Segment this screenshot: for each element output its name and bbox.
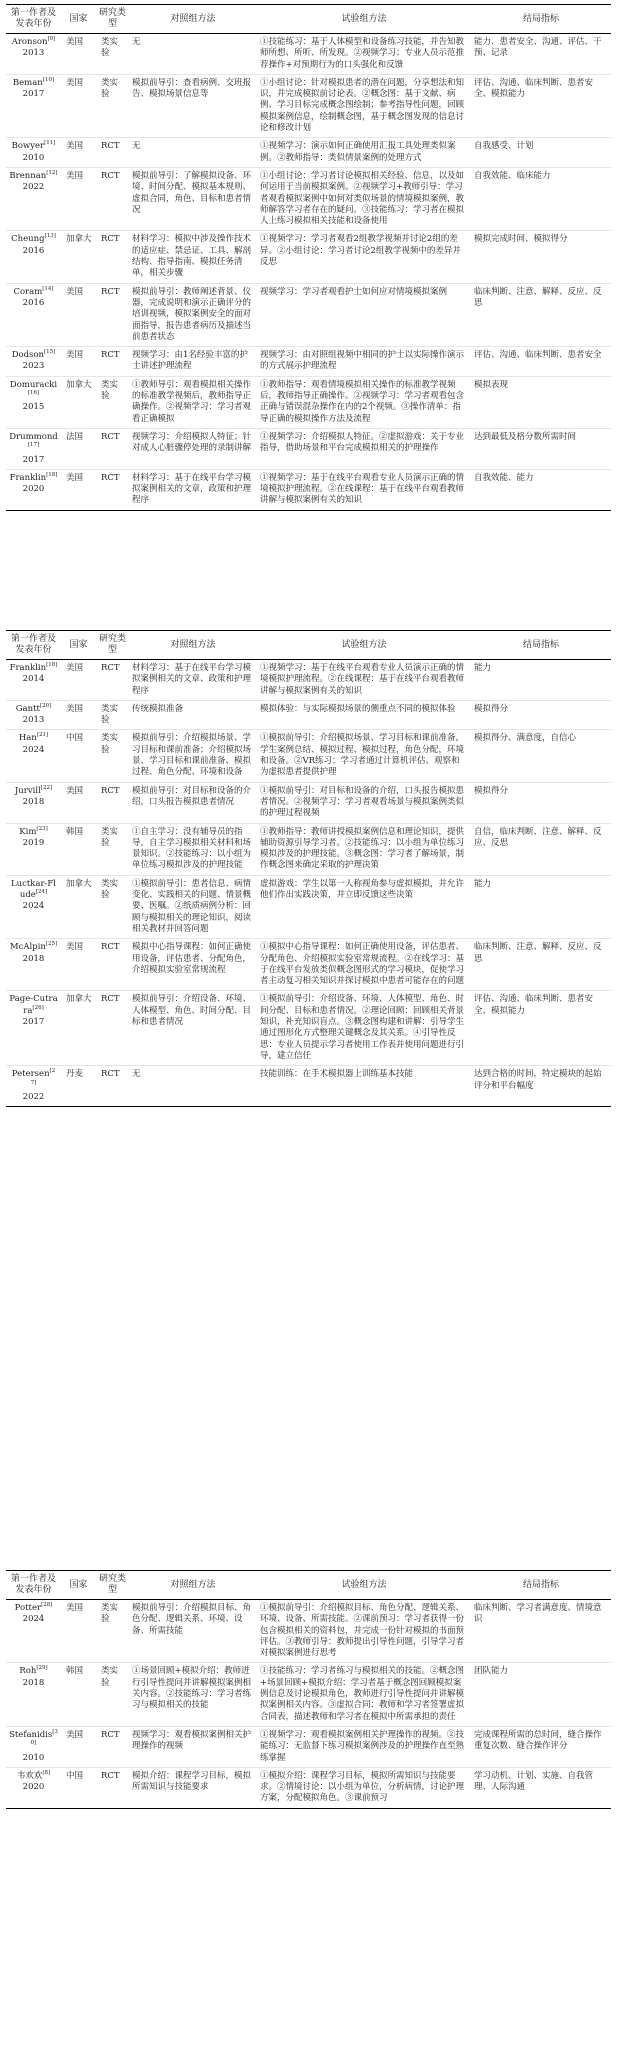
reference-number: [13] — [44, 233, 56, 240]
control-method-cell: ①教师导引：观看模拟相关操作的标准教学视频后，教师指导正确操作。②视频学习：学习者观看正确模拟 — [129, 376, 257, 428]
outcome-cell: 模拟得分 — [471, 782, 611, 823]
author-text: Luctkar-Flude — [10, 878, 57, 901]
publication-year: 2018 — [22, 1677, 45, 1688]
control-method-cell: 模拟前导引：介绍模拟场景、学习目标和课前准备；介绍模拟场景、学习目标和课前准备、模拟过程、角色分配、环境和设备 — [129, 730, 257, 782]
country-cell: 美国 — [61, 1726, 96, 1767]
country-cell: 中国 — [61, 730, 96, 782]
author-text: Gantt — [15, 703, 40, 714]
header-control: 对照组方法 — [129, 5, 257, 34]
header-experimental: 试验组方法 — [257, 5, 471, 34]
publication-year: 2018 — [22, 953, 45, 964]
experimental-method-cell: ①视频学习：基于在线平台观看专业人员演示正确的情境模拟护理流程。②在线课程：基于在线平台观看教师讲解与模拟案例有关的知识 — [257, 660, 471, 701]
author-cell — [6, 700, 61, 730]
author-text: Dodson — [11, 350, 45, 361]
header-row — [6, 1571, 611, 1600]
publication-year: 2020 — [22, 484, 45, 495]
table-row — [6, 823, 611, 875]
country-cell: 美国 — [61, 1600, 96, 1663]
author-cell — [6, 782, 61, 823]
reference-number: [23] — [36, 825, 48, 832]
reference-number: [12] — [46, 170, 58, 177]
country-cell: 韩国 — [61, 1663, 96, 1726]
experimental-method-cell: 虚拟游戏：学生以第一人称视角参与虚拟模拟，并允许他们作出实践决策，并立即反馈这些决策 — [257, 875, 471, 938]
author-text: Han — [18, 733, 37, 744]
control-method-cell: 模拟前导引：对目标和设备的介绍，口头报告模拟患者情况 — [129, 782, 257, 823]
experimental-method-cell: ①小组讨论：针对模拟患者的潜在问题，分享想法和知识，并完成模拟前讨论表。②概念图：基于文献、病例、学习目标完成概念图绘制；参考指导性问题，回顾模拟案例信息，绘制概念图，基于概念图发现的信息讨论和修改计划 — [257, 74, 471, 137]
country-cell: 美国 — [61, 782, 96, 823]
country-cell: 加拿大 — [61, 991, 96, 1066]
author-text: Beman — [12, 77, 43, 88]
study-type-cell: RCT — [96, 167, 129, 230]
author-name — [9, 663, 58, 674]
publication-year: 2019 — [22, 837, 45, 848]
control-method-cell: 无 — [129, 34, 257, 75]
table-row — [6, 875, 611, 938]
table-row — [6, 1663, 611, 1726]
outcome-cell: 自我效能、能力 — [471, 469, 611, 510]
header-country: 国家 — [61, 631, 96, 660]
author-cell — [6, 939, 61, 991]
author-cell — [6, 823, 61, 875]
outcome-cell: 模拟完成时间、模拟得分 — [471, 231, 611, 283]
reference-number: [8] — [42, 1770, 51, 1777]
header-study-type: 研究类型 — [96, 631, 129, 660]
control-method-cell: 模拟前导引：教师阐述背景、仪器，完成说明和演示正确评分的培训视频，模拟案例安全的面对面指导，报告患者病历及描述当前患者状态 — [129, 283, 257, 346]
reference-number: [16] — [27, 390, 40, 397]
outcome-cell: 评估、沟通、临床判断、患者安全 — [471, 347, 611, 377]
table-section-2 — [6, 630, 611, 1107]
author-name — [9, 473, 58, 484]
publication-year: 2016 — [22, 297, 45, 308]
study-table — [6, 630, 611, 1107]
experimental-method-cell: ①模拟中心指导课程：如何正确使用设备，评估患者、分配角色、介绍模拟实验室常规流程。②在线学习：基于在线平台发放类似概念图形式的学习模块，促使学习者主动复习相关知识并探讨模拟中患者可能存在的问题 — [257, 939, 471, 991]
experimental-method-cell: 视频学习：由对照组视频中相同的护士以实际操作演示的方式展示护理流程 — [257, 347, 471, 377]
control-method-cell: 材料学习：基于在线平台学习模拟案例相关的文章，政策和护理程序 — [129, 469, 257, 510]
table-row — [6, 700, 611, 730]
table-row — [6, 782, 611, 823]
experimental-method-cell: ①技能练习：学习者练习与模拟相关的技能。②概念图+场景回顾+模拟介绍：学习者基于概念图回顾模拟案例信息及讨论模拟角色，教师进行引导性提问并讲解模拟案例相关内容。③虚拟合同：教师和学习者签署虚拟合同表，描述教师和学习者在模拟中所需承担的责任 — [257, 1663, 471, 1726]
table-row — [6, 283, 611, 346]
study-type-cell: 类实验 — [96, 34, 129, 75]
publication-year: 2022 — [22, 1091, 45, 1102]
reference-number: [21] — [36, 732, 49, 739]
author-name — [9, 786, 58, 797]
outcome-cell: 达到合格的时间，特定模块的起始评分和平台幅度 — [471, 1066, 611, 1107]
publication-year: 2010 — [22, 152, 45, 163]
author-cell — [6, 376, 61, 428]
experimental-method-cell: ①小组讨论：学习者讨论模拟相关经验、信息，以及如何运用于当前模拟案例。②视频学习+教师引导：学习者观看模拟案例中如何对类似场景的情境模拟案例，教师解答学习者存在的疑问。③技能练习：学习者在模拟人上练习模拟相关技能和设备使用 — [257, 167, 471, 230]
author-cell — [6, 428, 61, 469]
table-row — [6, 730, 611, 782]
author-text: Brennan — [9, 170, 47, 181]
table-row — [6, 1767, 611, 1808]
control-method-cell: 无 — [129, 138, 257, 168]
study-type-cell: 类实验 — [96, 823, 129, 875]
author-cell — [6, 34, 61, 75]
author-text: Jurvill — [14, 785, 41, 796]
table-row — [6, 1066, 611, 1107]
author-name — [9, 141, 58, 152]
author-name — [9, 704, 58, 715]
author-cell — [6, 1600, 61, 1663]
author-cell — [6, 283, 61, 346]
header-outcome: 结局指标 — [471, 5, 611, 34]
author-cell — [6, 231, 61, 283]
author-name — [9, 37, 58, 48]
author-text: Page-Cutrara — [9, 994, 58, 1016]
reference-number: [24] — [35, 889, 48, 896]
author-cell — [6, 347, 61, 377]
country-cell: 加拿大 — [61, 231, 96, 283]
author-text: Potter — [14, 1603, 42, 1613]
study-type-cell: RCT — [96, 1767, 129, 1808]
experimental-method-cell: ①教师指导：教师讲授模拟案例信息和理论知识，提供辅助资源引导学习者。②技能练习：以小组为单位练习模拟涉及的护理技能。③概念图：学习者了解场景，制作概念图来确定采取的护理决策 — [257, 823, 471, 875]
publication-year: 2015 — [22, 402, 45, 413]
study-type-cell: RCT — [96, 283, 129, 346]
author-name — [9, 942, 58, 953]
country-cell: 美国 — [61, 700, 96, 730]
control-method-cell: 视频学习：观看模拟案例相关护理操作的视频 — [129, 1726, 257, 1767]
experimental-method-cell: ①视频学习：观看模拟案例相关护理操作的视频。②技能练习：无监督下练习模拟案例涉及的护理操作直至熟练掌握 — [257, 1726, 471, 1767]
table-row — [6, 167, 611, 230]
header-country: 国家 — [61, 1571, 96, 1600]
experimental-method-cell: ①教师指导：观看情境模拟相关操作的标准教学视频后，教师指导正确操作。②视频学习：学习者观看包含正确与错误混杂操作在内的2个视频。③操作清单：指导正确的模拟操作方法及流程 — [257, 376, 471, 428]
table-row — [6, 991, 611, 1066]
experimental-method-cell: ①模拟前导引：介绍模拟场景、学习目标和课前准备，学生案例总结、模拟过程、模拟过程，角色分配，环境和设备。②VR练习：学习者通过计算机评估、观察和为虚拟患者提供护理 — [257, 730, 471, 782]
outcome-cell: 模拟表现 — [471, 376, 611, 428]
outcome-cell: 临床判断、注意、解释、反应、反思 — [471, 283, 611, 346]
reference-number: [15] — [44, 349, 56, 356]
reference-number: [28] — [41, 1602, 53, 1609]
table-row — [6, 1726, 611, 1767]
publication-year: 2018 — [22, 796, 45, 807]
country-cell: 法国 — [61, 428, 96, 469]
author-cell — [6, 74, 61, 137]
author-text: Stefanidis — [9, 1729, 53, 1740]
outcome-cell: 临床判断、学习者满意度、情境意识 — [471, 1600, 611, 1663]
author-text: 韦欢欢 — [16, 1770, 43, 1781]
publication-year: 2014 — [22, 674, 45, 685]
study-table — [6, 4, 611, 511]
reference-number: [18] — [46, 471, 58, 478]
outcome-cell: 模拟得分、满意度，自信心 — [471, 730, 611, 782]
header-control: 对照组方法 — [129, 631, 257, 660]
author-name — [9, 380, 58, 403]
country-cell: 加拿大 — [61, 376, 96, 428]
control-method-cell: ①模拟前导引：患者信息、病情变化、实践相关的问题、情景概要、医嘱。②纸质病例分析：回顾与模拟相关的理论知识，阅读相关教材并回答问题 — [129, 875, 257, 938]
header-row — [6, 631, 611, 660]
reference-number: [10] — [42, 77, 55, 84]
outcome-cell: 达到最低及格分数所需时间 — [471, 428, 611, 469]
author-cell — [6, 660, 61, 701]
table-row — [6, 347, 611, 377]
table-section-3 — [6, 1570, 611, 1809]
control-method-cell: 无 — [129, 1066, 257, 1107]
control-method-cell: 传统模拟准备 — [129, 700, 257, 730]
publication-year: 2023 — [22, 361, 45, 372]
header-outcome: 结局指标 — [471, 1571, 611, 1600]
country-cell: 美国 — [61, 74, 96, 137]
study-type-cell: 类实验 — [96, 376, 129, 428]
country-cell: 美国 — [61, 660, 96, 701]
reference-number: [25] — [45, 941, 58, 948]
author-name — [9, 879, 58, 902]
reference-number: [14] — [42, 285, 54, 292]
header-study-type: 研究类型 — [96, 1571, 129, 1600]
header-author-year: 第一作者及发表年份 — [6, 631, 61, 660]
study-type-cell: 类实验 — [96, 700, 129, 730]
reference-number: [18] — [46, 662, 58, 669]
outcome-cell: 完成课程所需的总时间，缝合操作重复次数、缝合操作评分 — [471, 1726, 611, 1767]
outcome-cell: 自我感受、计划 — [471, 138, 611, 168]
study-type-cell: RCT — [96, 660, 129, 701]
publication-year: 2024 — [22, 1614, 45, 1625]
study-type-cell: RCT — [96, 428, 129, 469]
outcome-cell: 能力 — [471, 875, 611, 938]
table-row — [6, 428, 611, 469]
header-experimental: 试验组方法 — [257, 1571, 471, 1600]
author-name — [9, 733, 58, 744]
author-name — [9, 171, 58, 182]
reference-number: [26] — [32, 1004, 44, 1011]
author-name — [9, 1666, 58, 1677]
outcome-cell: 临床判断、注意、解释、反应、反思 — [471, 939, 611, 991]
control-method-cell: 模拟介绍：课程学习目标，模拟所需知识与技能要求 — [129, 1767, 257, 1808]
reference-number: [29] — [36, 1665, 48, 1672]
author-name — [9, 432, 58, 455]
reference-number: [27] — [30, 1068, 56, 1086]
author-name — [9, 827, 58, 838]
header-control: 对照组方法 — [129, 1571, 257, 1600]
control-method-cell: 模拟中心指导课程：如何正确使用设备，评估患者、分配角色，介绍模拟实验室常规流程 — [129, 939, 257, 991]
study-type-cell: 类实验 — [96, 875, 129, 938]
author-text: Petersen — [11, 1069, 50, 1080]
author-cell — [6, 875, 61, 938]
country-cell: 美国 — [61, 138, 96, 168]
publication-year: 2016 — [22, 245, 45, 256]
study-type-cell: RCT — [96, 231, 129, 283]
header-row — [6, 5, 611, 34]
reference-number: [30] — [30, 1729, 58, 1747]
outcome-cell: 评估、沟通、临床判断、患者安全、模拟能力 — [471, 74, 611, 137]
author-text: Cheung — [11, 234, 45, 245]
study-type-cell: RCT — [96, 138, 129, 168]
experimental-method-cell: 技能训练：在手术模拟器上训练基本技能 — [257, 1066, 471, 1107]
header-author-year: 第一作者及发表年份 — [6, 1571, 61, 1600]
author-cell — [6, 138, 61, 168]
author-cell — [6, 1663, 61, 1726]
control-method-cell: 材料学习：模拟中涉及操作技术的适应症、禁忌证、工具、解剖结构、指导指南、模拟任务清单，相关步骤 — [129, 231, 257, 283]
country-cell: 丹麦 — [61, 1066, 96, 1107]
outcome-cell: 模拟得分 — [471, 700, 611, 730]
study-type-cell: 类实验 — [96, 730, 129, 782]
outcome-cell: 自我效能、临床能力 — [471, 167, 611, 230]
author-text: Bowyer — [11, 141, 45, 152]
author-text: McAlpin — [9, 942, 46, 953]
experimental-method-cell: ①视频学习：介绍模拟人特征。②虚拟游戏：关于专业指导，借助场景和平台完成模拟相关的护理操作 — [257, 428, 471, 469]
author-name — [9, 234, 58, 245]
experimental-method-cell: ①模拟前导引：介绍模拟目标、角色分配、逻辑关系、环境、设备、所需技能。②课前预习：学习者获得一份包含模拟相关的资料包，并完成一份针对模拟的书面预评估。③教师引导：教师提出引导性问题，引导学习者对模拟案例进行思考 — [257, 1600, 471, 1663]
country-cell: 中国 — [61, 1767, 96, 1808]
author-cell — [6, 730, 61, 782]
publication-year: 2020 — [22, 1782, 45, 1793]
experimental-method-cell: 视频学习：学习者观看护士如何应对情境模拟案例 — [257, 283, 471, 346]
author-cell — [6, 1767, 61, 1808]
author-text: Franklin — [9, 663, 47, 673]
header-experimental: 试验组方法 — [257, 631, 471, 660]
country-cell: 韩国 — [61, 823, 96, 875]
author-text: Franklin — [9, 472, 47, 483]
author-text: Kim — [19, 826, 37, 837]
table-row — [6, 376, 611, 428]
study-type-cell: RCT — [96, 347, 129, 377]
publication-year: 2017 — [22, 1017, 45, 1028]
study-type-cell: RCT — [96, 1066, 129, 1107]
header-author-year: 第一作者及发表年份 — [6, 5, 61, 34]
country-cell: 加拿大 — [61, 875, 96, 938]
outcome-cell: 学习动机、计划、实施、自我管理、人际沟通 — [471, 1767, 611, 1808]
country-cell: 美国 — [61, 469, 96, 510]
study-type-cell: 类实验 — [96, 1600, 129, 1663]
table-row — [6, 469, 611, 510]
control-method-cell: ①自主学习：没有辅导员的指导，自主学习模拟相关材料和场景知识。②技能练习：以小组为单位练习模拟涉及的护理技能 — [129, 823, 257, 875]
author-name — [9, 78, 58, 89]
table-row — [6, 660, 611, 701]
reference-number: [22] — [40, 784, 53, 791]
author-name — [9, 350, 58, 361]
author-text: Coram — [13, 286, 43, 297]
study-table — [6, 1570, 611, 1809]
control-method-cell: 模拟前导引：了解模拟设备、环境、时间分配、模拟基本规则、虚拟合同，角色、目标和患者情况 — [129, 167, 257, 230]
table-row — [6, 74, 611, 137]
country-cell: 美国 — [61, 167, 96, 230]
author-text: Aronson — [11, 37, 48, 47]
country-cell: 美国 — [61, 34, 96, 75]
header-study-type: 研究类型 — [96, 5, 129, 34]
author-text: Roh — [19, 1666, 37, 1677]
study-type-cell: 类实验 — [96, 74, 129, 137]
reference-number: [20] — [39, 703, 52, 710]
experimental-method-cell: 模拟体验：与实际模拟场景的侧重点不同的模拟体验 — [257, 700, 471, 730]
author-cell — [6, 1066, 61, 1107]
reference-number: [9] — [47, 36, 56, 43]
table-row — [6, 34, 611, 75]
author-name — [9, 1771, 58, 1782]
control-method-cell: 视频学习：由1名经验丰富的护士讲述护理流程 — [129, 347, 257, 377]
author-name — [9, 1069, 58, 1092]
header-country: 国家 — [61, 5, 96, 34]
study-type-cell: RCT — [96, 991, 129, 1066]
author-text: Domuracki — [9, 379, 58, 390]
author-cell — [6, 469, 61, 510]
control-method-cell: 视频学习：介绍模拟人特征；针对成人心脏骤停处理的录制讲解 — [129, 428, 257, 469]
experimental-method-cell: ①模拟介绍：课程学习目标，模拟所需知识与技能要求。②情境讨论：以小组为单位，分析病情，讨论护理方案，分配模拟角色。③课前预习 — [257, 1767, 471, 1808]
author-name — [9, 287, 58, 298]
experimental-method-cell: ①视频学习：学习者观看2组教学视频并讨论2组的差异。②小组讨论：学习者讨论2组教学视频中的差异并反思 — [257, 231, 471, 283]
control-method-cell: 材料学习：基于在线平台学习模拟案例相关的文章、政策和护理程序 — [129, 660, 257, 701]
control-method-cell: 模拟前导引：介绍模拟目标、角色分配、逻辑关系、环境、设备、所需技能 — [129, 1600, 257, 1663]
reference-number: [11] — [44, 140, 56, 147]
experimental-method-cell: ①视频学习：基于在线平台观看专业人员演示正确的情境模拟护理流程。②在线课程：基于在线平台观看教师讲解与模拟案例有关的知识 — [257, 469, 471, 510]
study-type-cell: RCT — [96, 469, 129, 510]
experimental-method-cell: ①视频学习：演示如何正确使用汇报工具处理类似案例。②教师指导：类似情景案例的处理方式 — [257, 138, 471, 168]
study-type-cell: RCT — [96, 939, 129, 991]
outcome-cell: 自信，临床判断、注意、解释、反应、反思 — [471, 823, 611, 875]
author-name — [9, 1730, 58, 1753]
study-type-cell: RCT — [96, 782, 129, 823]
country-cell: 美国 — [61, 347, 96, 377]
author-cell — [6, 991, 61, 1066]
publication-year: 2013 — [22, 715, 45, 726]
country-cell: 美国 — [61, 283, 96, 346]
study-type-cell: 类实验 — [96, 1663, 129, 1726]
control-method-cell: 模拟前导引：查看病例、交班报告、模拟场景信息等 — [129, 74, 257, 137]
publication-year: 2017 — [22, 89, 45, 100]
publication-year: 2024 — [22, 744, 45, 755]
reference-number: [17] — [27, 442, 40, 449]
control-method-cell: 模拟前导引：介绍设备、环境、人体模型、角色、时间分配、目标和患者情况 — [129, 991, 257, 1066]
author-name — [9, 1603, 58, 1614]
table-row — [6, 138, 611, 168]
author-cell — [6, 1726, 61, 1767]
author-text: Drummond — [9, 431, 58, 442]
outcome-cell: 能力 — [471, 660, 611, 701]
header-outcome: 结局指标 — [471, 631, 611, 660]
control-method-cell: ①场景回顾+模拟介绍：教师进行引导性提问并讲解模拟案例相关内容。②技能练习：学习者练习与模拟相关的技能 — [129, 1663, 257, 1726]
outcome-cell: 团队能力 — [471, 1663, 611, 1726]
author-name — [9, 994, 58, 1017]
experimental-method-cell: ①模拟前导引：对目标和设备的介绍，口头报告模拟患者情况。②视频学习：学习者观看场景与模拟案例类似的护理过程视频 — [257, 782, 471, 823]
outcome-cell: 能力、患者安全、沟通、评估、干预、记录 — [471, 34, 611, 75]
publication-year: 2024 — [22, 901, 45, 912]
experimental-method-cell: ①模拟前导引：介绍设备、环境、人体模型、角色、时间分配、目标和患者情况。②理论回顾：回顾相关背景知识，补充知识盲点。③概念图构建和讲解：引导学生通过图形化方式整理关键概念及其关系。④引导性反思：专业人员提示学习者使用工作表并使用问题进行引导，建立信任 — [257, 991, 471, 1066]
table-row — [6, 1600, 611, 1663]
table-row — [6, 231, 611, 283]
author-cell — [6, 167, 61, 230]
table-section-1 — [6, 4, 611, 511]
publication-year: 2017 — [22, 454, 45, 465]
experimental-method-cell: ①技能练习：基于人体模型和设备练习技能，并告知教师所想、所听、所发现。②视频学习；专业人员示范推荐操作+对预期行为的口头强化和反馈 — [257, 34, 471, 75]
publication-year: 2013 — [22, 48, 45, 59]
outcome-cell: 评估、沟通、临床判断、患者安全、模拟能力 — [471, 991, 611, 1066]
publication-year: 2010 — [22, 1752, 45, 1763]
study-type-cell: RCT — [96, 1726, 129, 1767]
table-row — [6, 939, 611, 991]
publication-year: 2022 — [22, 182, 45, 193]
country-cell: 美国 — [61, 939, 96, 991]
